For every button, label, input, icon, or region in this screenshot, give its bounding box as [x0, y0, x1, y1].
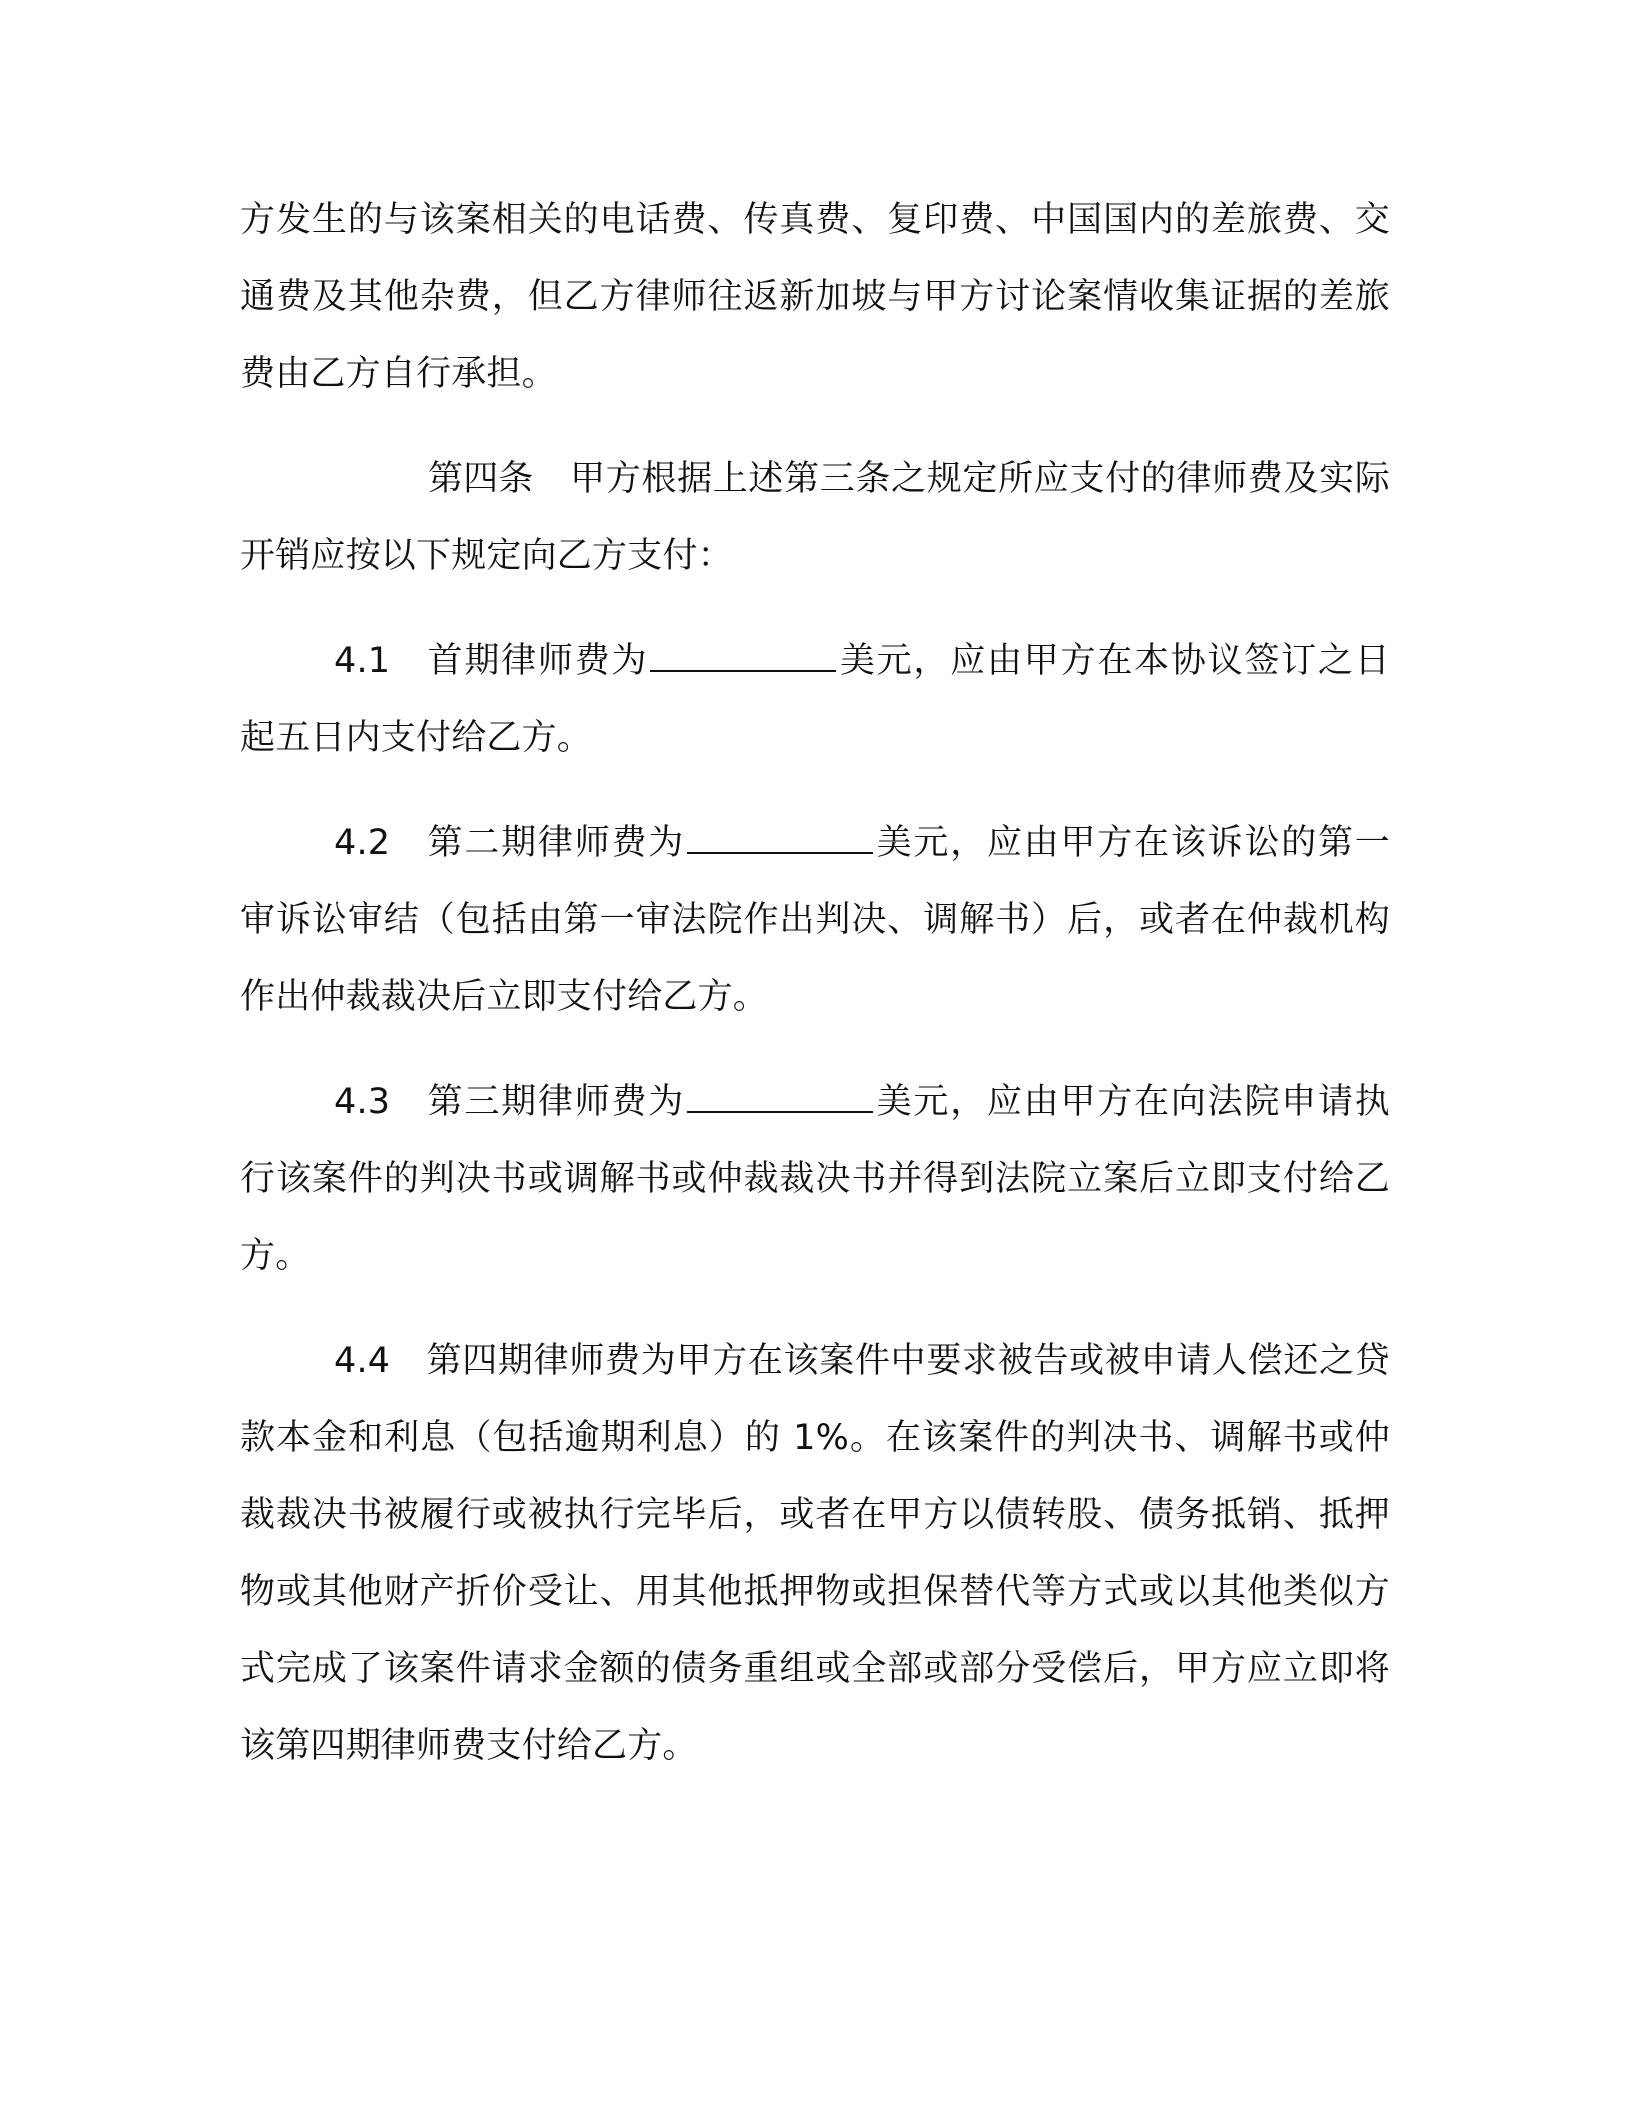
clause-number: 4.4	[334, 1341, 391, 1381]
clause-number: 4.1	[334, 641, 391, 681]
clause-number: 4.2	[334, 823, 391, 863]
paragraph-text: 方发生的与该案相关的电话费、传真费、复印费、中国国内的差旅费、交通费及其他杂费，但乙方律师往返新加坡与甲方讨论案情收集证据的差旅费由乙方自行承担。	[240, 200, 1390, 394]
clause-text-after: 美元，应由甲方在向法院申请执行该案件的判决书或调解书或仲裁裁决书并得到法院立案后立即支付给乙方。	[240, 1082, 1390, 1276]
paragraph-continuation	[240, 182, 1390, 413]
clause-number: 4.3	[334, 1082, 391, 1122]
article-4-paragraph	[240, 441, 1390, 595]
clause-text-after: 美元，应由甲方在本协议签订之日起五日内支付给乙方。	[240, 641, 1390, 758]
document-body	[240, 182, 1390, 1813]
clause-text-before: 第二期律师费为	[426, 823, 686, 863]
clause-4-2	[240, 805, 1390, 1036]
clause-4-4	[240, 1323, 1390, 1785]
clause-4-3	[240, 1064, 1390, 1295]
clause-4-1	[240, 623, 1390, 777]
clause-text-before: 首期律师费为	[426, 641, 649, 681]
amount-blank	[650, 642, 836, 672]
article-text: 甲方根据上述第三条之规定所应支付的律师费及实际开销应按以下规定向乙方支付：	[240, 459, 1390, 576]
article-heading: 第四条	[428, 459, 534, 499]
clause-text: 第四期律师费为甲方在该案件中要求被告或被申请人偿还之贷款本金和利息（包括逾期利息）的 1%。在该案件的判决书、调解书或仲裁裁决书被履行或被执行完毕后，或者在甲方以债转股、债务抵销、抵押物或其他财产折价受让、用其他抵押物或担保替代等方式或以其他类似方式完成了该案件请求金额的债务重组或全部或部分受偿后，甲方应立即将该第四期律师费支付给乙方。	[240, 1341, 1390, 1766]
clause-text-after: 美元，应由甲方在该诉讼的第一审诉讼审结（包括由第一审法院作出判决、调解书）后，或者在仲裁机构作出仲裁裁决后立即支付给乙方。	[240, 823, 1390, 1017]
amount-blank	[687, 1083, 873, 1113]
clause-text-before: 第三期律师费为	[426, 1082, 686, 1122]
amount-blank	[687, 824, 873, 854]
